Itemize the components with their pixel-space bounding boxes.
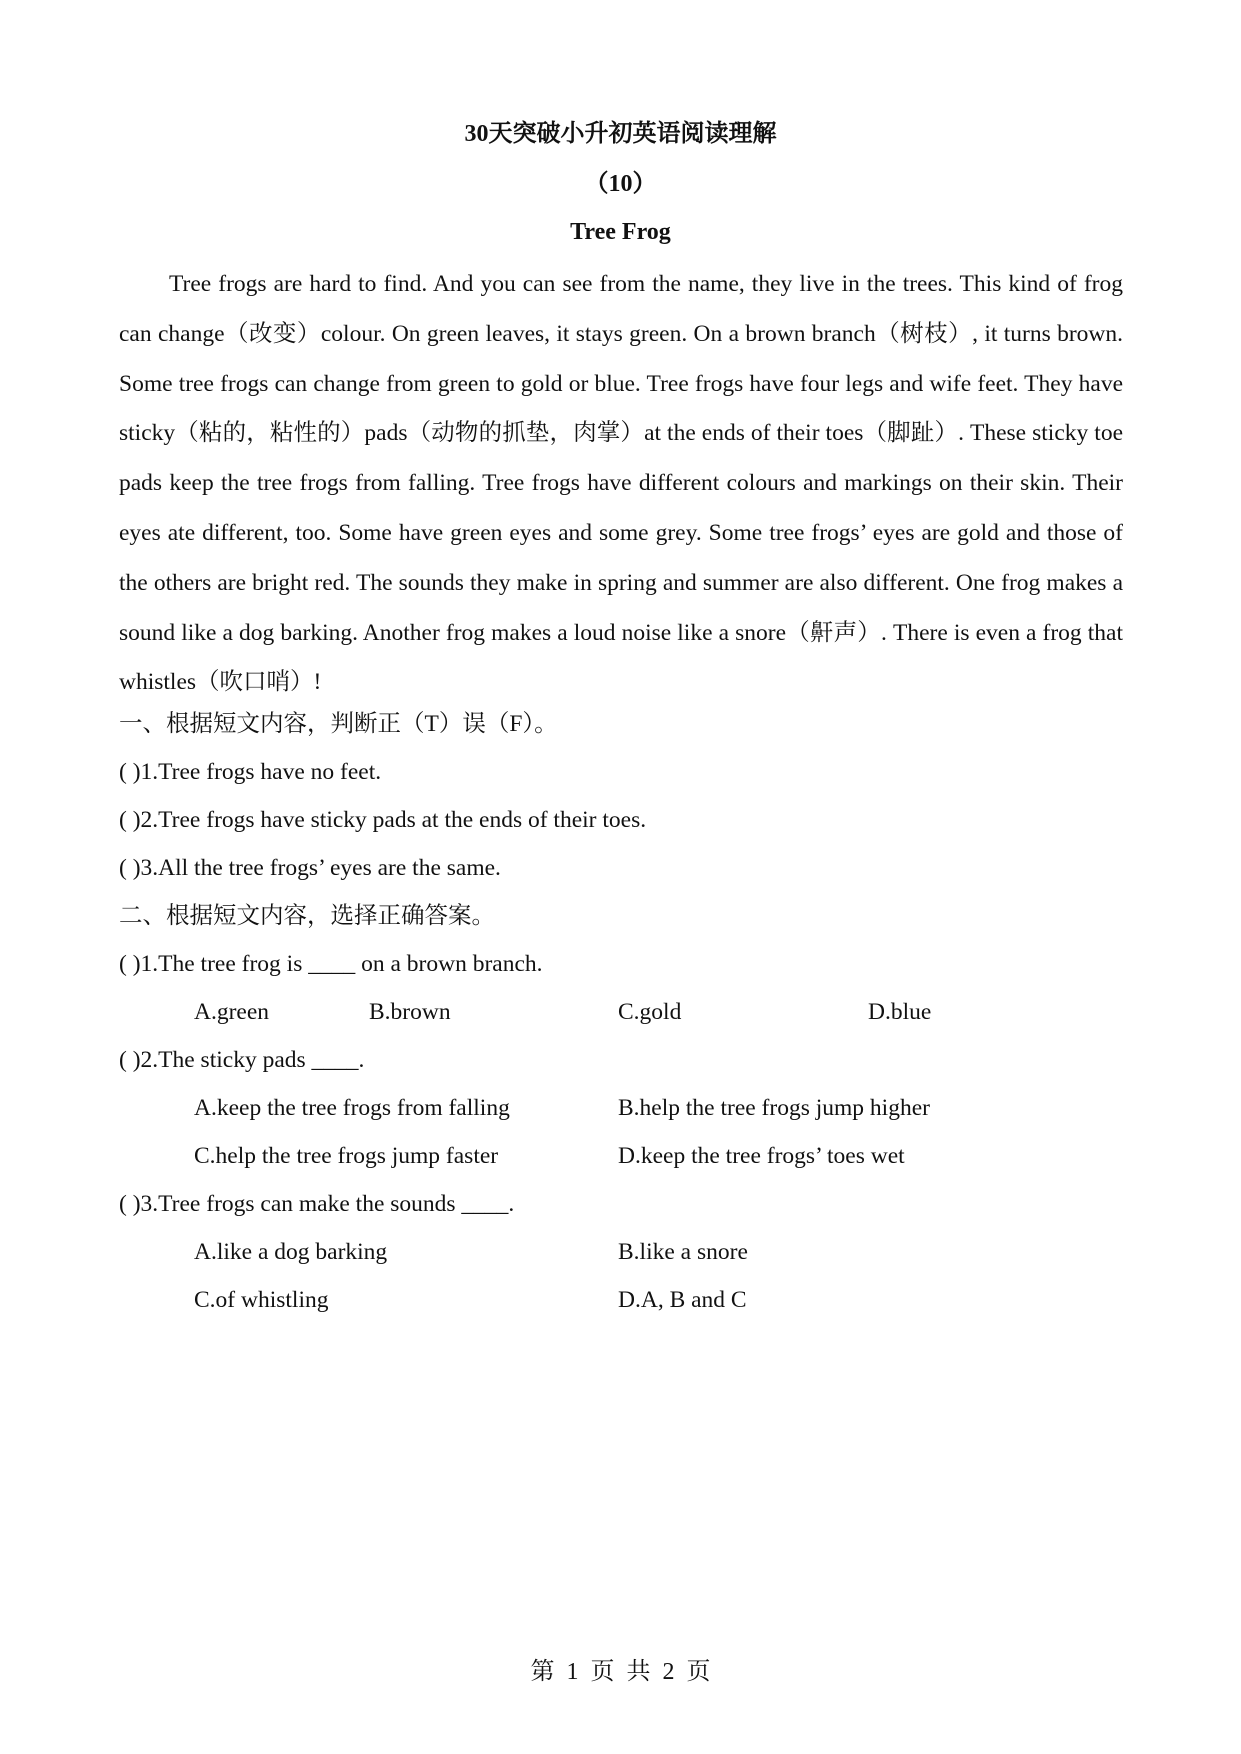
passage-heading: Tree Frog [570, 219, 671, 245]
document-subtitle: （10） [584, 171, 657, 197]
section1-instruction: 一、根据短文内容，判断正（T）误（F）。 [119, 711, 558, 737]
mc2-option-d: D.keep the tree frogs’ toes wet [618, 1143, 905, 1169]
mc1-option-d: D.blue [868, 999, 932, 1025]
mc2-option-a: A.keep the tree frogs from falling [194, 1095, 510, 1121]
tf-question-1: ( )1.Tree frogs have no feet. [119, 759, 382, 785]
tf-question-3: ( )3.All the tree frogs’ eyes are the same. [119, 855, 501, 881]
mc2-option-b: B.help the tree frogs jump higher [618, 1095, 930, 1121]
mc2-option-c: C.help the tree frogs jump faster [194, 1143, 499, 1169]
mc-question-3: ( )3.Tree frogs can make the sounds ____. [119, 1191, 515, 1217]
mc1-option-c: C.gold [618, 999, 682, 1025]
document-title: 30天突破小升初英语阅读理解 [464, 121, 777, 147]
mc3-option-b: B.like a snore [618, 1239, 748, 1265]
mc3-option-a: A.like a dog barking [194, 1239, 388, 1265]
mc1-option-a: A.green [194, 999, 270, 1025]
page-number-footer: 第 1 页 共 2 页 [530, 1659, 711, 1685]
mc-question-1: ( )1.The tree frog is ____ on a brown branch. [119, 951, 543, 977]
section2-instruction: 二、根据短文内容，选择正确答案。 [119, 903, 495, 929]
mc1-option-b: B.brown [369, 999, 451, 1025]
tf-question-2: ( )2.Tree frogs have sticky pads at the ends of their toes. [119, 807, 647, 833]
mc3-option-d: D.A, B and C [618, 1287, 747, 1313]
mc3-option-c: C.of whistling [194, 1287, 329, 1313]
reading-passage: Tree frogs are hard to find. And you can see from the name, they live in the trees. This kind of frog can change（改变）colour. On green leaves, it stays green. On a brown branch（树枝）, it turns brown. Some tree frogs can change from green to gold or blue. Tree frogs have four legs and wife feet. They have sticky（粘的，粘性的）pads（动物的抓垫，肉掌）at the ends of their toes（脚趾）. These sticky toe pads keep the tree frogs from falling. Tree frogs have different colours and markings on their skin. Their eyes ate different, too. Some have green eyes and some grey. Some tree frogs’ eyes are gold and those of the others are bright red. The sounds they make in spring and summer are also different. One frog makes a sound like a dog barking. Another frog makes a loud noise like a snore（鼾声）. There is even a frog that whistles（吹口哨）! [119, 271, 1123, 696]
mc-question-2: ( )2.The sticky pads ____. [119, 1047, 365, 1073]
